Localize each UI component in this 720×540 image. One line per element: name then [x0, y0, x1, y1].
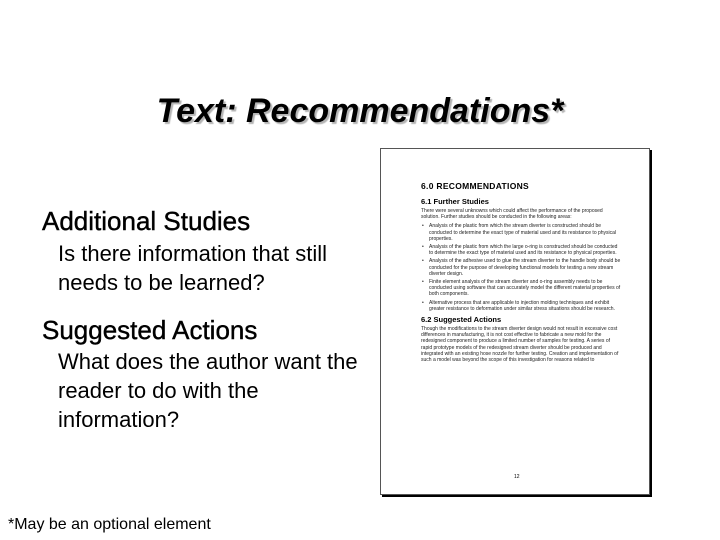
document-page-number: 12	[514, 474, 520, 480]
slide-title: Text: Recommendations*	[156, 92, 564, 130]
document-subheading-suggested-actions: 6.2 Suggested Actions	[421, 315, 502, 325]
document-actions-paragraph: Though the modifications to the stream diverter design would not result in excessive cost differences in manufacturing, it is not cost effective to fabricate a new mold for the redesigned component to produce a limited number of samples for testing. A series of rapid prototype models of the redesigned stream diverter should be produced and integrated with an existing hose nozzle for further testing. Creation and implementation of such a model was beyond the scope of this investigation for reasons related to	[421, 326, 619, 364]
document-bullet-list	[421, 223, 621, 312]
document-page-image	[380, 148, 650, 495]
document-subheading-further-studies: 6.1 Further Studies	[421, 197, 489, 206]
body-suggested-actions: What does the author want the reader to do with the information?	[58, 349, 358, 432]
document-bullet: • Finite element analysis of the stream diverter and o-ring assembly needs to be conducted using software that can accurately model the different material properties of both components.	[421, 279, 621, 298]
document-content	[421, 181, 621, 366]
document-bullet: • Analysis of the plastic from which the stream diverter is constructed should be conducted to determine the exact type of material used and its resistance to physical properties.	[421, 223, 621, 242]
document-bullet: • Alternative process that are applicable to injection molding techniques and exhibit greater resistance to deformation under similar stress situations should be research.	[421, 300, 621, 312]
body-additional-studies: Is there information that still needs to be learned?	[58, 241, 328, 295]
document-bullet: • Analysis of the plastic from which the large o-ring is constructed should be conducted to determine the exact type of material used and its resistance to physical properties.	[421, 244, 621, 256]
heading-additional-studies: Additional Studies	[42, 206, 251, 236]
document-bullet: • Analysis of the adhesive used to glue the stream diverter to the handle body should be conducted for the purpose of developing functional models for testing a new stream diverter design.	[421, 258, 621, 277]
document-heading: 6.0 RECOMMENDATIONS	[421, 181, 530, 191]
document-intro-paragraph: There were several unknowns which could affect the performance of the proposed solution. Further studies should be conducted in the following areas:	[421, 208, 603, 221]
heading-suggested-actions: Suggested Actions	[42, 315, 258, 345]
footnote: *May be an optional element	[8, 516, 211, 533]
